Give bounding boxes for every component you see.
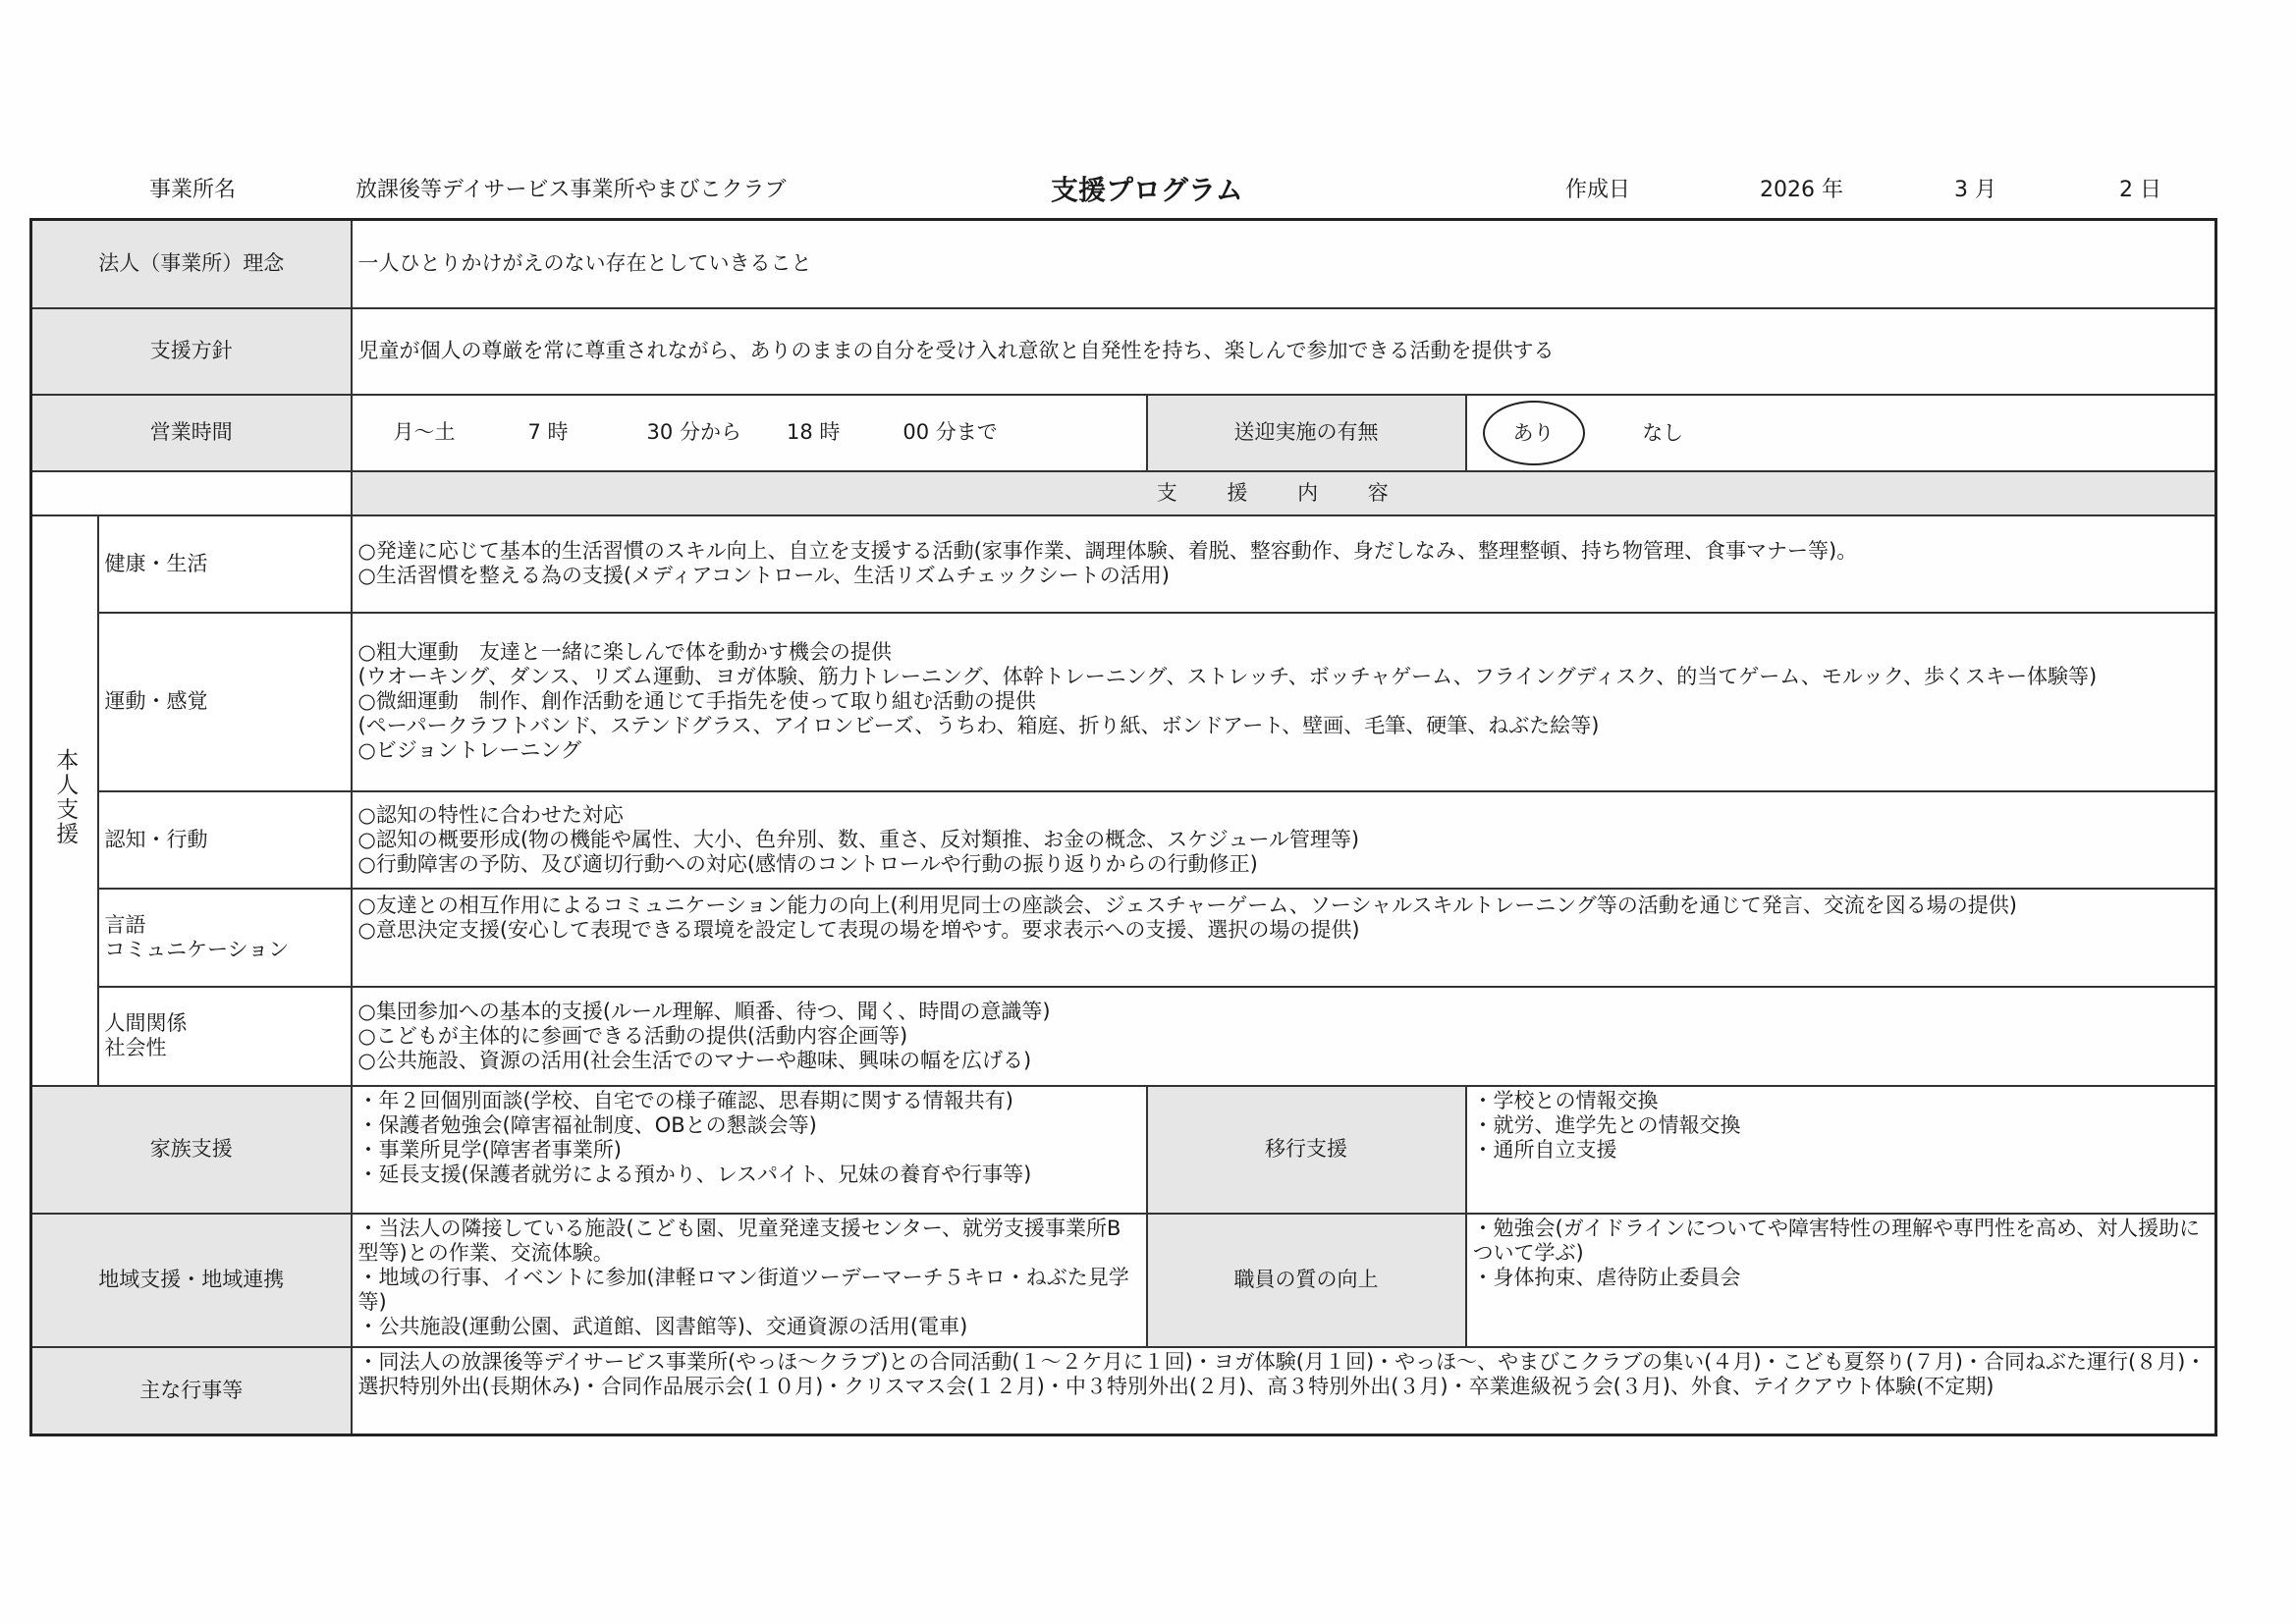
community-row <box>31 1214 2216 1347</box>
family-row <box>31 1086 2216 1214</box>
content-line: ・通所自立支援 <box>1472 1137 1617 1162</box>
hours-end-hour: 18 時 <box>786 420 841 444</box>
content-line: ○粗大運動 友達と一緒に楽しんで体を動かす機会の提供 <box>357 640 892 664</box>
content-line: ・当法人の隣接している施設(こども園、児童発達支援センター、就労支援事業所B型等)との作業、交流体験。 <box>357 1216 1121 1265</box>
content-line: (ペーパークラフトバンド、ステンドグラス、アイロンビーズ、うちわ、箱庭、折り紙、ボンドアート、壁画、毛筆、硬筆、ねぶた絵等) <box>357 714 1600 737</box>
personal-row-motor <box>31 613 2216 791</box>
content-line: ○公共施設、資源の活用(社会生活でのマナーや趣味、興味の幅を広げる) <box>357 1048 1032 1072</box>
family-content <box>352 1086 1147 1214</box>
personal-row-cognition <box>31 791 2216 889</box>
transport-label: 送迎実施の有無 <box>1147 395 1466 471</box>
content-line: ・公共施設(運動公園、武道館、図書館等)、交通資源の活用(電車) <box>357 1314 968 1338</box>
content-line: ○微細運動 制作、創作活動を通じて手指先を使って取り組む活動の提供 <box>357 689 1036 713</box>
personal-row-content <box>352 613 2216 791</box>
personal-support-label-cell <box>31 515 98 1086</box>
office-label: 事業所名 <box>149 178 237 202</box>
events-content: ・同法人の放課後等デイサービス事業所(やっほ～クラブ)との合同活動(１～２ケ月に１回)・ヨガ体験(月１回)・やっほ～、やまびこクラブの集い(４月)・こども夏祭り(７月)・合同ねぶた運行(８月)・選択特別外出(長期休み)・合同作品展示会(１０月)・クリスマス会(１２月)・中３特別外出(２月)、高３特別外出(３月)・卒業進級祝う会(３月)、外食、テイクアウト体験(不定期) <box>352 1347 2216 1435</box>
hours-cell <box>352 395 1147 471</box>
personal-row-content <box>352 889 2216 987</box>
hours-row <box>31 395 2216 471</box>
transition-content <box>1466 1086 2216 1214</box>
content-line: ○意思決定支援(安心して表現できる環境を設定して表現の場を増やす。要求表示への支援、選択の場の提供) <box>357 917 1360 942</box>
page-title: 支援プログラム <box>1051 174 1243 206</box>
staff-label: 職員の質の向上 <box>1147 1214 1466 1347</box>
content-line: ・地域の行事、イベントに参加(津軽ロマン街道ツーデーマーチ５キロ・ねぶた見学等) <box>357 1265 1129 1314</box>
content-line: ・事業所見学(障害者事業所) <box>357 1137 622 1162</box>
content-line: ○ビジョントレーニング <box>357 738 581 762</box>
support-contents-label: 支 援 内 容 <box>352 471 2216 515</box>
content-line: ○認知の特性に合わせた対応 <box>357 802 624 827</box>
personal-row-content <box>352 987 2216 1086</box>
personal-row-label: 認知・行動 <box>98 791 352 889</box>
content-line: ○集団参加への基本的支援(ルール理解、順番、待つ、聞く、時間の意識等) <box>357 999 1051 1023</box>
support-program-table <box>29 218 2217 1436</box>
personal-support-label: 本人支援 <box>52 748 79 846</box>
content-line: ○友達との相互作用によるコミュニケーション能力の向上(利用児同士の座談会、ジェスチャーゲーム、ソーシャルスキルトレーニング等の活動を通じて発言、交流を図る場の提供) <box>357 893 2018 917</box>
content-line: (ウオーキング、ダンス、リズム運動、ヨガ体験、筋力トレーニング、体幹トレーニング、ストレッチ、ボッチャゲーム、フライングディスク、的当てゲーム、モルック、歩くスキー体験等) <box>357 665 2098 688</box>
policy-text: 児童が個人の尊厳を常に尊重されながら、ありのままの自分を受け入れ意欲と自発性を持ち、楽しんで参加できる活動を提供する <box>352 308 2216 395</box>
content-line: ○生活習慣を整える為の支援(メディアコントロール、生活リズムチェックシートの活用) <box>357 564 1170 587</box>
hours-days: 月～土 <box>393 420 456 444</box>
personal-row-content <box>352 515 2216 613</box>
philosophy-label: 法人（事業所）理念 <box>31 220 352 308</box>
content-line: ・勉強会(ガイドラインについてや障害特性の理解や専門性を高め、対人援助について学ぶ) <box>1472 1216 2201 1265</box>
created-month: 3 月 <box>1954 178 1996 202</box>
content-line: ○こどもが主体的に参画できる活動の提供(活動内容企画等) <box>357 1023 908 1048</box>
support-contents-row <box>31 471 2216 515</box>
personal-row-label: 言語 コミュニケーション <box>98 889 352 987</box>
transport-yes-circled: あり <box>1483 401 1585 465</box>
family-label: 家族支援 <box>31 1086 352 1214</box>
personal-row-label: 運動・感覚 <box>98 613 352 791</box>
policy-label: 支援方針 <box>31 308 352 395</box>
community-content <box>352 1214 1147 1347</box>
personal-row-communication <box>31 889 2216 987</box>
content-line: ・保護者勉強会(障害福祉制度、OBとの懇談会等) <box>357 1112 817 1137</box>
events-row <box>31 1347 2216 1435</box>
personal-row-health <box>31 515 2216 613</box>
transport-cell <box>1466 395 2216 471</box>
content-line: ○発達に応じて基本的生活習慣のスキル向上、自立を支援する活動(家事作業、調理体験、着脱、整容動作、身だしなみ、整理整頓、持ち物管理、食事マナー等)。 <box>357 539 1858 563</box>
office-name: 放課後等デイサービス事業所やまびこクラブ <box>355 178 787 202</box>
community-label: 地域支援・地域連携 <box>31 1214 352 1347</box>
personal-row-label: 健康・生活 <box>98 515 352 613</box>
created-year: 2026 年 <box>1760 178 1843 202</box>
personal-row-label: 人間関係 社会性 <box>98 987 352 1086</box>
transport-no: なし <box>1642 420 1684 445</box>
events-label: 主な行事等 <box>31 1347 352 1435</box>
hours-label: 営業時間 <box>31 395 352 471</box>
philosophy-text: 一人ひとりかけがえのない存在としていきること <box>352 220 2216 308</box>
created-label: 作成日 <box>1565 178 1631 202</box>
created-day: 2 日 <box>2119 178 2161 202</box>
content-line: ・学校との情報交換 <box>1472 1088 1659 1112</box>
policy-row <box>31 308 2216 395</box>
transition-label: 移行支援 <box>1147 1086 1466 1214</box>
content-line: ・就労、進学先との情報交換 <box>1472 1112 1741 1137</box>
content-line: ・身体拘束、虐待防止委員会 <box>1472 1265 1741 1289</box>
personal-row-social <box>31 987 2216 1086</box>
content-line: ・延長支援(保護者就労による預かり、レスパイト、兄妹の養育や行事等) <box>357 1162 1032 1186</box>
hours-end-min: 00 分まで <box>902 420 998 444</box>
philosophy-row <box>31 220 2216 308</box>
staff-content <box>1466 1214 2216 1347</box>
hours-start-hour: 7 時 <box>527 420 569 444</box>
content-line: ○行動障害の予防、及び適切行動への対応(感情のコントロールや行動の振り返りからの行動修正) <box>357 851 1258 876</box>
content-line: ・年２回個別面談(学校、自宅での様子確認、思春期に関する情報共有) <box>357 1088 1013 1112</box>
content-line: ○認知の概要形成(物の機能や属性、大小、色弁別、数、重さ、反対類推、お金の概念、スケジュール管理等) <box>357 827 1360 851</box>
personal-row-content <box>352 791 2216 889</box>
hours-start-min: 30 分から <box>646 420 741 444</box>
